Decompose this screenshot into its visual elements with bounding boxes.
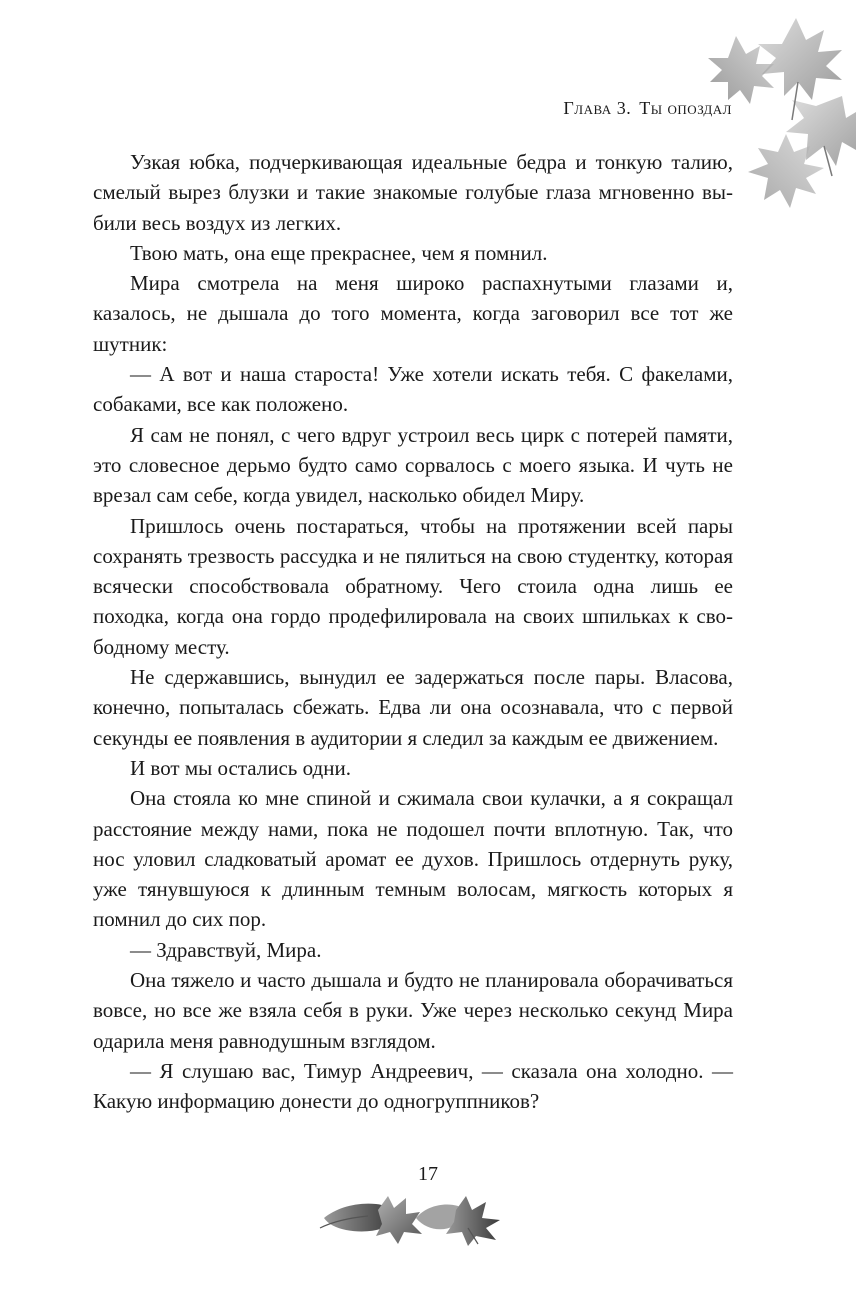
maple-leaves-ornament-bottom bbox=[318, 1188, 504, 1246]
paragraph: — Здравствуй, Мира. bbox=[130, 937, 322, 962]
paragraph: Мира смотрела на меня широко распахнутыми глазами и, казалось, не дышала до того момента, когда заговорил все тот же шутник: bbox=[93, 271, 733, 356]
paragraph: Я сам не понял, с чего вдруг устроил весь цирк с потерей памяти, это словесное дерьмо будто само сорвалось с моего языка. И чуть не врезал сам себе, когда увидел, насколько обидел Миру. bbox=[93, 422, 733, 508]
paragraph: И вот мы остались одни. bbox=[130, 755, 351, 780]
paragraph: — А вот и наша староста! Уже хотели искать тебя. С факелами, собаками, все как положено. bbox=[93, 362, 733, 417]
chapter-label: Глава 3. bbox=[563, 98, 632, 118]
running-head bbox=[563, 98, 732, 119]
paragraph: Она стояла ко мне спиной и сжимала свои кулачки, а я сокращал расстояние между нами, пока не подошел почти вплотную. Так, что нос уловил сладковатый аромат ее духов. Пришлось отдернуть руку, уже тянувшуюся к длинным темным волосам, мягкость которых я помнил до сих пор. bbox=[93, 786, 733, 932]
paragraph: Не сдержавшись, вынудил ее задержаться после пары. Власова, конечно, попыталась сбежать. Едва ли она осознавала, что с первой секунды ее появления в аудитории я следил за каждым ее движением. bbox=[93, 665, 733, 750]
body-text bbox=[93, 147, 733, 1117]
paragraph: Твою мать, она еще прекраснее, чем я помнил. bbox=[130, 240, 548, 265]
maple-leaf-1 bbox=[758, 18, 842, 100]
chapter-title: Ты опоздал bbox=[639, 98, 732, 118]
paragraph: Пришлось очень постараться, чтобы на протяжении всей пары сохранять трезвость рассудка и не пялиться на свою студентку, которая всячески способствовала обратному. Чего стоила одна лишь ее походка, когда она гордо продефилировала на своих шпильках к свободному месту. bbox=[93, 513, 733, 659]
paragraph: Она тяжело и часто дышала и будто не планировала оборачиваться вовсе, но все же взяла себя в руки. Уже через несколько секунд Мира одарила меня равнодушным взглядом. bbox=[93, 968, 733, 1053]
page-number: 17 bbox=[418, 1163, 438, 1185]
bottom-leaf-2 bbox=[376, 1196, 422, 1244]
paragraph: Узкая юбка, подчеркивающая идеальные бедра и тонкую талию, смелый вырез блузки и такие знакомые голубые глаза мгновенно выбили весь воздух из легких. bbox=[93, 150, 733, 235]
paragraph: — Я слушаю вас, Тимур Андреевич, — сказала она холодно. — Какую информацию донести до одногруппников? bbox=[93, 1058, 733, 1114]
